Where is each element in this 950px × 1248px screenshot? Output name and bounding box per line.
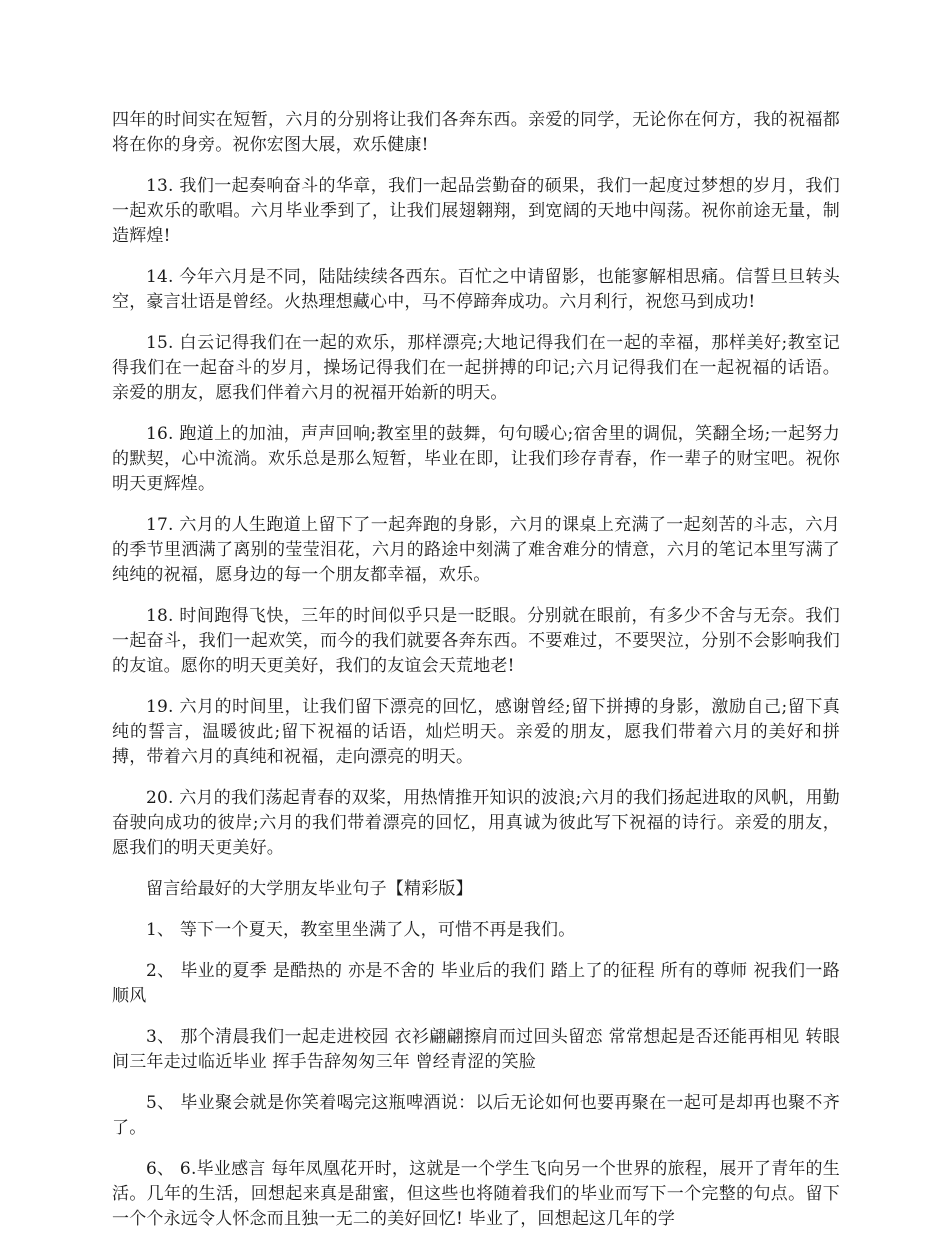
paragraph-17: 17. 六月的人生跑道上留下了一起奔跑的身影，六月的课桌上充满了一起刻苦的斗志，六月的季节里洒满了离别的莹莹泪花，六月的路途中刻满了难舍难分的情意，六月的笔记本里写满了纯纯的祝福，愿身边的每一个朋友都幸福，欢乐。 [112, 515, 840, 585]
list-item-3: 3、 那个清晨我们一起走进校园 衣衫翩翩擦肩而过回头留恋 常常想起是否还能再相见 转眼间三年走过临近毕业 挥手告辞匆匆三年 曾经青涩的笑脸 [112, 1027, 840, 1072]
paragraph-14: 14. 今年六月是不同，陆陆续续各西东。百忙之中请留影，也能寥解相思痛。信誓旦旦转头空，豪言壮语是曾经。火热理想藏心中，马不停蹄奔成功。六月利行，祝您马到成功! [112, 267, 840, 312]
list-item-5: 5、 毕业聚会就是你笑着喝完这瓶啤酒说：以后无论如何也要再聚在一起可是却再也聚不齐了。 [112, 1093, 840, 1138]
paragraph-intro-continued: 四年的时间实在短暂，六月的分别将让我们各奔东西。亲爱的同学，无论你在何方，我的祝福都将在你的身旁。祝你宏图大展，欢乐健康! [112, 110, 840, 155]
paragraph-18: 18. 时间跑得飞快，三年的时间似乎只是一眨眼。分别就在眼前，有多少不舍与无奈。我们一起奋斗，我们一起欢笑，而今的我们就要各奔东西。不要难过，不要哭泣，分别不会影响我们的友谊。愿你的明天更美好，我们的友谊会天荒地老! [112, 606, 840, 676]
list-item-1: 1、 等下一个夏天，教室里坐满了人，可惜不再是我们。 [146, 920, 576, 940]
paragraph-20: 20. 六月的我们荡起青春的双桨，用热情推开知识的波浪;六月的我们扬起进取的风帆，用勤奋驶向成功的彼岸;六月的我们带着漂亮的回忆，用真诚为彼此写下祝福的诗行。亲爱的朋友，愿我们的明天更美好。 [112, 788, 840, 858]
list-item-6: 6、 6.毕业感言 每年凤凰花开时，这就是一个学生飞向另一个世界的旅程，展开了青年的生活。几年的生活，回想起来真是甜蜜，但这些也将随着我们的毕业而写下一个完整的句点。留下一个个永远令人怀念而且独一无二的美好回忆! 毕业了，回想起这几年的学 [112, 1159, 840, 1229]
section-heading: 留言给最好的大学朋友毕业句子【精彩版】 [146, 879, 473, 899]
paragraph-13: 13. 我们一起奏响奋斗的华章，我们一起品尝勤奋的硕果，我们一起度过梦想的岁月，我们一起欢乐的歌唱。六月毕业季到了，让我们展翅翱翔，到宽阔的天地中闯荡。祝你前途无量，制造辉煌! [112, 176, 840, 246]
paragraph-15: 15. 白云记得我们在一起的欢乐，那样漂亮;大地记得我们在一起的幸福，那样美好;教室记得我们在一起奋斗的岁月，操场记得我们在一起拼搏的印记;六月记得我们在一起祝福的话语。亲爱的朋友，愿我们伴着六月的祝福开始新的明天。 [112, 333, 840, 403]
list-item-2: 2、 毕业的夏季 是酷热的 亦是不舍的 毕业后的我们 踏上了的征程 所有的尊师 祝我们一路顺风 [112, 961, 840, 1006]
paragraph-16: 16. 跑道上的加油，声声回响;教室里的鼓舞，句句暖心;宿舍里的调侃，笑翻全场;一起努力的默契，心中流淌。欢乐总是那么短暂，毕业在即，让我们珍存青春，作一辈子的财宝吧。祝你明天更辉煌。 [112, 424, 840, 494]
document-body [112, 108, 840, 1248]
paragraph-19: 19. 六月的时间里，让我们留下漂亮的回忆，感谢曾经;留下拼搏的身影，激励自己;留下真纯的誓言，温暖彼此;留下祝福的话语，灿烂明天。亲爱的朋友，愿我们带着六月的美好和拼搏，带着六月的真纯和祝福，走向漂亮的明天。 [112, 697, 840, 767]
